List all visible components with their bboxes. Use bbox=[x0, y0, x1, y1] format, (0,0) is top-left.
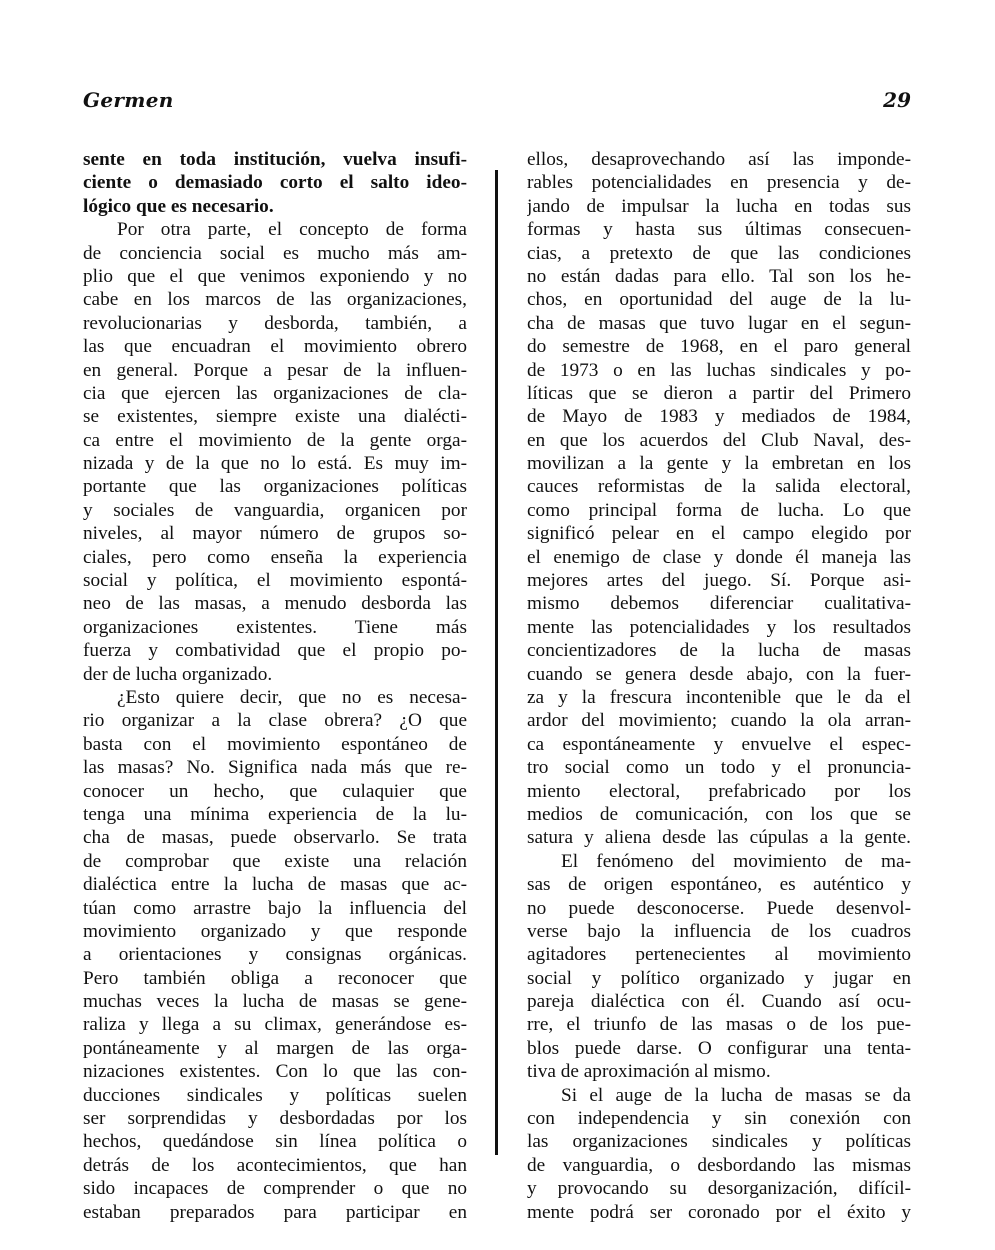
text-line: y provocando su desorganización, difícil- bbox=[527, 1178, 911, 1200]
text-line: fuerza y combatividad que el propio po- bbox=[83, 640, 467, 662]
text-line: tiva de aproximación al mismo. bbox=[527, 1061, 771, 1083]
text-line: y sociales de vanguardia, organicen por bbox=[83, 499, 467, 521]
text-line: como principal forma de lucha. Lo que bbox=[527, 499, 911, 521]
text-line: de comprobar que existe una relación bbox=[83, 850, 467, 872]
right-text-column bbox=[527, 148, 911, 1224]
text-line: plio que el que venimos exponiendo y no bbox=[83, 265, 467, 287]
text-line: no puede desconocerse. Puede desenvol- bbox=[527, 897, 911, 919]
text-line: túan como arrastre bajo la influencia del bbox=[83, 897, 467, 919]
text-line: dialéctica entre la lucha de masas que ac- bbox=[83, 874, 467, 896]
text-line: cha de masas, puede observarlo. Se trata bbox=[83, 827, 467, 849]
text-line: miento electoral, prefabricado por los bbox=[527, 780, 911, 802]
text-line: mejores artes del juego. Sí. Porque asi- bbox=[527, 570, 911, 592]
page-number: 29 bbox=[883, 88, 911, 112]
text-line: de Mayo de 1983 y mediados de 1984, bbox=[527, 406, 911, 428]
text-line: ciente o demasiado corto el salto ideo- bbox=[83, 172, 467, 194]
left-text-column bbox=[83, 148, 467, 1224]
running-header-title: Germen bbox=[83, 88, 174, 112]
text-line: ca espontáneamente y envuelve el espec- bbox=[527, 733, 911, 755]
text-line: raliza y llega a su climax, generándose es- bbox=[83, 1014, 467, 1036]
text-line: rables potencialidades en presencia y de- bbox=[527, 172, 911, 194]
text-line: detrás de los acontecimientos, que han bbox=[83, 1154, 467, 1176]
text-line: der de lucha organizado. bbox=[83, 663, 273, 685]
text-line: ciales, pero como enseña la experiencia bbox=[83, 546, 467, 568]
text-line: social y política, el movimiento espontá- bbox=[83, 570, 467, 592]
text-line: sente en toda institución, vuelva insufi- bbox=[83, 149, 467, 170]
text-line: las organizaciones sindicales y políticas bbox=[527, 1131, 911, 1153]
text-line: rio organizar a la clase obrera? ¿O que bbox=[83, 710, 467, 732]
text-line: verse bajo la influencia de los cuadros bbox=[527, 920, 911, 942]
text-line: en que los acuerdos del Club Naval, des- bbox=[527, 429, 911, 451]
text-line: Si el auge de la lucha de masas se da bbox=[561, 1084, 911, 1106]
text-line: El fenómeno del movimiento de ma- bbox=[561, 850, 911, 872]
text-line: mente podrá ser coronado por el éxito y bbox=[527, 1201, 911, 1223]
text-line: za y la frescura incontenible que le da el bbox=[527, 686, 911, 708]
column-divider bbox=[495, 170, 498, 1155]
text-line: cha de masas que tuvo lugar en el segun- bbox=[527, 312, 911, 334]
text-line: cia que ejercen las organizaciones de cla- bbox=[83, 382, 467, 404]
text-line: muchas veces la lucha de masas se gene- bbox=[83, 991, 467, 1013]
text-line: neo de las masas, a menudo desborda las bbox=[83, 593, 467, 615]
text-line: basta con el movimiento espontáneo de bbox=[83, 733, 467, 755]
text-line: nizada y de la que no lo está. Es muy im- bbox=[83, 453, 467, 475]
text-line: revolucionarias y desborda, también, a bbox=[83, 312, 467, 334]
text-line: sido incapaces de comprender o que no bbox=[83, 1178, 467, 1200]
text-line: de conciencia social es mucho más am- bbox=[83, 242, 467, 264]
text-line: movilizan a la gente y la embretan en los bbox=[527, 453, 911, 475]
text-line: niveles, al mayor número de grupos so- bbox=[83, 523, 467, 545]
text-line: ellos, desaprovechando así las imponde- bbox=[527, 149, 911, 170]
text-line: de vanguardia, o desbordando las mismas bbox=[527, 1154, 911, 1176]
text-line: cias, a pretexto de que las condiciones bbox=[527, 242, 911, 264]
text-line: ardor del movimiento; cuando la ola arran- bbox=[527, 710, 911, 732]
text-line: de 1973 o en las luchas sindicales y po- bbox=[527, 359, 911, 381]
text-line: se existentes, siempre existe una dialécti- bbox=[83, 406, 467, 428]
text-line: conocer un hecho, que culaquier que bbox=[83, 780, 467, 802]
text-line: hechos, quedándose sin línea política o bbox=[83, 1131, 467, 1153]
text-line: las que encuadran el movimiento obrero bbox=[83, 336, 467, 358]
text-line: mente las potencialidades y los resultados bbox=[527, 616, 911, 638]
text-line: mismo debemos diferenciar cualitativa- bbox=[527, 593, 911, 615]
text-line: Pero también obliga a reconocer que bbox=[83, 967, 467, 989]
text-line: no están dadas para ello. Tal son los he- bbox=[527, 265, 911, 287]
text-line: organizaciones existentes. Tiene más bbox=[83, 616, 467, 638]
text-line: pontáneamente y al margen de las orga- bbox=[83, 1037, 467, 1059]
text-line: formas y hasta sus últimas consecuen- bbox=[527, 219, 911, 241]
text-line: estaban preparados para participar en bbox=[83, 1201, 467, 1223]
text-line: Por otra parte, el concepto de forma bbox=[117, 219, 467, 241]
text-line: a orientaciones y consignas orgánicas. bbox=[83, 944, 467, 966]
text-line: líticas que se dieron a partir del Primero bbox=[527, 382, 911, 404]
text-line: lógico que es necesario. bbox=[83, 195, 274, 217]
text-line: agitadores pertenecientes al movimiento bbox=[527, 944, 911, 966]
text-line: social y político organizado y jugar en bbox=[527, 967, 911, 989]
text-line: ca entre el movimiento de la gente orga- bbox=[83, 429, 467, 451]
text-line: pareja dialéctica con él. Cuando así ocu- bbox=[527, 991, 911, 1013]
text-line: el enemigo de clase y donde él maneja las bbox=[527, 546, 911, 568]
text-line: las masas? No. Significa nada más que re- bbox=[83, 757, 467, 779]
text-line: portante que las organizaciones políticas bbox=[83, 476, 467, 498]
text-line: jando de impulsar la lucha en todas sus bbox=[527, 195, 911, 217]
text-line: cabe en los marcos de las organizaciones, bbox=[83, 289, 467, 311]
text-line: con independencia y sin conexión con bbox=[527, 1108, 911, 1130]
text-line: cuando se genera desde abajo, con la fuer- bbox=[527, 663, 911, 685]
text-line: rre, el triunfo de las masas o de los pue- bbox=[527, 1014, 911, 1036]
text-line: concientizadores de la lucha de masas bbox=[527, 640, 911, 662]
text-line: en general. Porque a pesar de la influen- bbox=[83, 359, 467, 381]
text-line: tenga una mínima experiencia de la lu- bbox=[83, 803, 467, 825]
text-line: nizaciones existentes. Con lo que las con- bbox=[83, 1061, 467, 1083]
text-line: ¿Esto quiere decir, que no es necesa- bbox=[117, 686, 467, 708]
text-line: movimiento organizado y que responde bbox=[83, 920, 467, 942]
text-line: blos puede darse. O configurar una tenta- bbox=[527, 1037, 911, 1059]
text-line: chos, en oportunidad del auge de la lu- bbox=[527, 289, 911, 311]
text-line: do semestre de 1968, en el paro general bbox=[527, 336, 911, 358]
text-line: sas de origen espontáneo, es auténtico y bbox=[527, 874, 911, 896]
text-line: ser sorprendidas y desbordadas por los bbox=[83, 1108, 467, 1130]
text-line: satura y aliena desde las cúpulas a la gente. bbox=[527, 827, 911, 849]
text-line: ducciones sindicales y políticas suelen bbox=[83, 1084, 467, 1106]
text-line: cauces reformistas de la salida electoral, bbox=[527, 476, 911, 498]
text-line: significó pelear en el campo elegido por bbox=[527, 523, 911, 545]
text-line: tro social como un todo y el pronuncia- bbox=[527, 757, 911, 779]
text-line: medios de comunicación, con los que se bbox=[527, 803, 911, 825]
